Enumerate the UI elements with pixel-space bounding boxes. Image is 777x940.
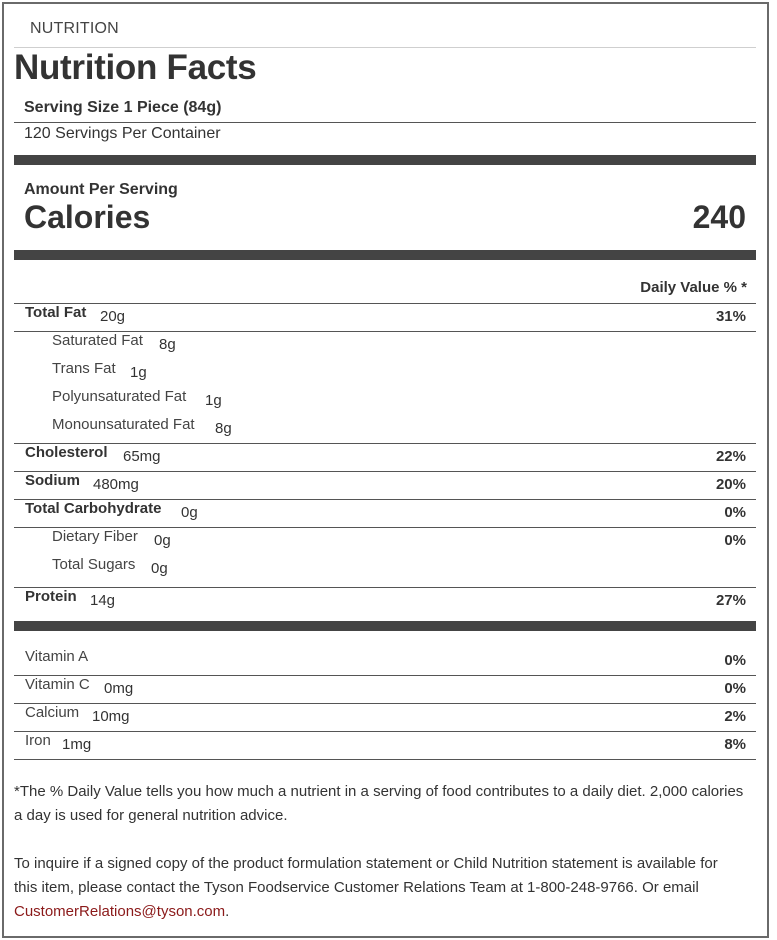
nutrient-daily-value: 27% — [715, 592, 746, 609]
nutrient-daily-value: 22% — [715, 448, 746, 465]
nutrient-amount: 14g — [90, 592, 116, 609]
nutrient-amount: 1g — [130, 364, 147, 381]
nutrient-row-sodium — [14, 471, 756, 499]
nutrient-row-trans-fat — [14, 359, 756, 387]
vitamin-daily-value: 2% — [724, 708, 746, 725]
nutrient-amount: 1g — [205, 392, 222, 409]
vitamin-name: Iron — [25, 732, 51, 749]
nutrient-row-polyunsaturated-fat — [14, 387, 756, 415]
nutrient-amount: 8g — [215, 420, 232, 437]
amount-per-serving-label: Amount Per Serving — [24, 181, 178, 198]
nutrient-name: Total Fat — [25, 304, 87, 321]
nutrient-row-total-carbohydrate — [14, 499, 756, 527]
vitamin-daily-value: 0% — [724, 652, 746, 669]
vitamin-daily-value: 8% — [724, 736, 746, 753]
thick-divider — [14, 621, 756, 631]
serving-divider — [14, 122, 756, 123]
inquiry-text: To inquire if a signed copy of the product formulation statement or Child Nutrition statement is available for this item, please contact the Tyson Foodservice Customer Relations Team at 1-800-248-9766. Or email — [14, 855, 718, 896]
vitamin-name: Calcium — [25, 704, 80, 721]
nutrient-amount: 20g — [100, 308, 126, 325]
vitamin-name: Vitamin A — [25, 648, 89, 665]
nutrient-amount: 0g — [151, 560, 168, 577]
nutrient-name: Total Carbohydrate — [25, 500, 162, 517]
vitamin-daily-value: 0% — [724, 680, 746, 697]
nutrient-name: Polyunsaturated Fat — [52, 388, 187, 405]
nutrient-name: Saturated Fat — [52, 332, 143, 349]
servings-per-container: 120 Servings Per Container — [24, 125, 221, 142]
thick-divider — [14, 155, 756, 165]
nutrient-name: Total Sugars — [52, 556, 136, 573]
nutrient-row-saturated-fat — [14, 331, 756, 359]
row-divider — [14, 759, 756, 760]
nutrient-row-total-sugars — [14, 555, 756, 583]
nutrient-row-dietary-fiber — [14, 527, 756, 555]
nutrient-amount: 0g — [181, 504, 198, 521]
nutrient-name: Cholesterol — [25, 444, 108, 461]
nutrient-amount: 0g — [154, 532, 171, 549]
calories-value: 240 — [692, 199, 746, 235]
daily-value-footnote: *The % Daily Value tells you how much a nutrient in a serving of food contributes to a daily diet. 2,000 calories a day is used for general nutrition advice. — [14, 783, 744, 824]
inquiry-end: . — [225, 903, 230, 920]
vitamin-row-vitamin-c — [14, 675, 756, 703]
section-label: NUTRITION — [30, 20, 119, 37]
thick-divider — [14, 250, 756, 260]
daily-value-header: Daily Value % * — [640, 279, 747, 296]
nutrient-daily-value: 0% — [724, 504, 746, 521]
nutrient-name: Monounsaturated Fat — [52, 416, 195, 433]
page-title: Nutrition Facts — [14, 48, 257, 87]
vitamin-amount: 10mg — [92, 708, 130, 725]
serving-size: Serving Size 1 Piece (84g) — [24, 99, 222, 116]
vitamin-row-iron — [14, 731, 756, 759]
vitamin-amount: 1mg — [62, 736, 92, 753]
inquiry-footnote — [14, 852, 744, 924]
nutrient-amount: 480mg — [93, 476, 139, 493]
nutrient-name: Protein — [25, 588, 77, 605]
vitamin-row-calcium — [14, 703, 756, 731]
calories-label: Calories — [24, 199, 151, 235]
nutrient-row-monounsaturated-fat — [14, 415, 756, 443]
nutrient-amount: 8g — [159, 336, 176, 353]
vitamin-amount: 0mg — [104, 680, 134, 697]
customer-relations-email-link[interactable]: CustomerRelations@tyson.com — [14, 903, 226, 920]
nutrient-row-cholesterol — [14, 443, 756, 471]
vitamin-name: Vitamin C — [25, 676, 90, 693]
nutrient-daily-value: 20% — [715, 476, 746, 493]
nutrient-daily-value: 31% — [715, 308, 746, 325]
nutrient-row-protein — [14, 587, 756, 615]
nutrient-amount: 65mg — [123, 448, 161, 465]
nutrient-row-total-fat — [14, 303, 756, 331]
nutrient-name: Sodium — [25, 472, 80, 489]
vitamin-row-vitamin-a — [14, 647, 756, 675]
nutrient-daily-value: 0% — [724, 532, 746, 549]
nutrient-name: Trans Fat — [52, 360, 116, 377]
nutrient-name: Dietary Fiber — [52, 528, 138, 545]
